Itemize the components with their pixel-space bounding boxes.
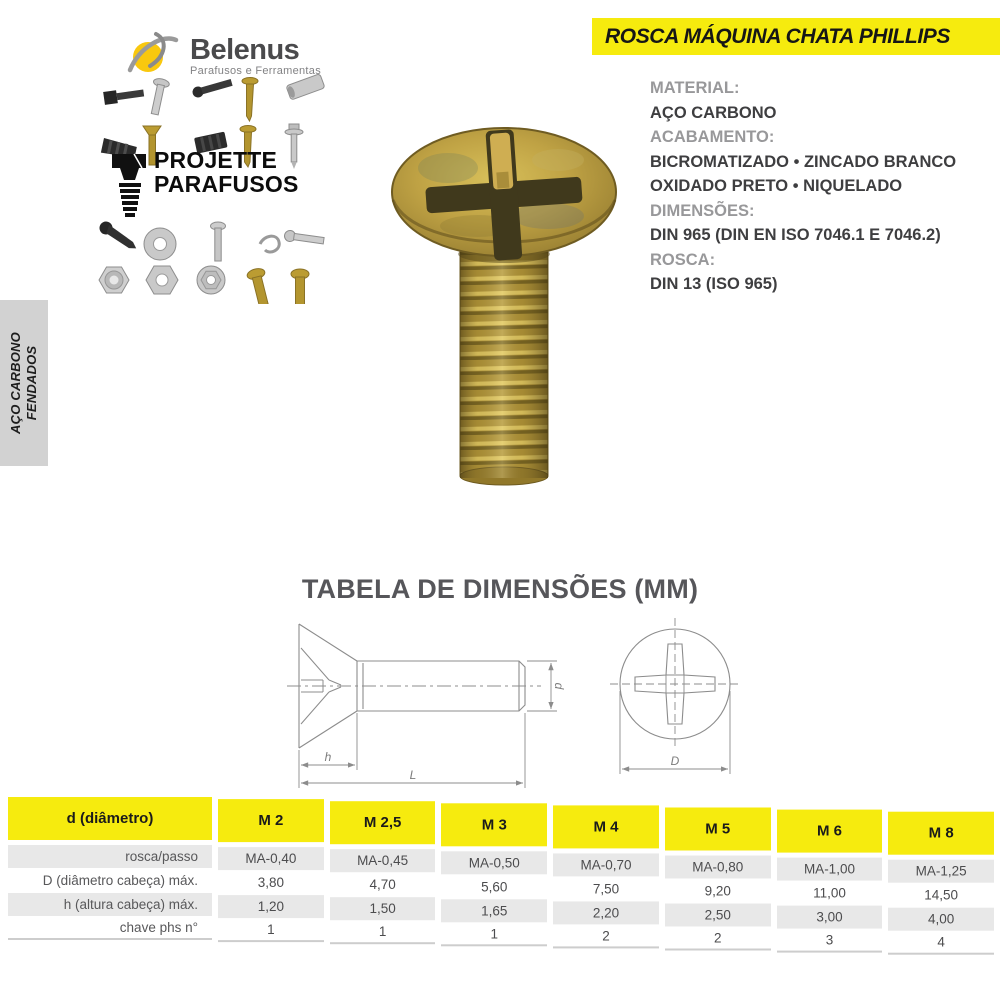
table-header-cell: M 2,5 [330,801,436,844]
category-side-tab [0,300,48,466]
table-cell: 2 [553,925,659,948]
table-cell: MA-0,45 [330,849,436,872]
spec-finish-label: ACABAMENTO: [650,128,775,146]
table-cell: 4,70 [369,877,396,893]
table-cell: 1 [441,923,547,946]
spec-list [650,76,995,297]
spec-thread-label: ROSCA: [650,250,716,269]
table-row-label: chave phs n° [8,917,212,940]
table-cell: 3,80 [257,875,284,891]
dimensions-table [8,797,994,950]
table-cell: 1,50 [330,897,436,920]
table-cell: 11,00 [813,885,846,901]
spec-material-value: AÇO CARBONO [650,103,777,122]
spec-dimensions-value: DIN 965 (DIN EN ISO 7046.1 E 7046.2) [650,226,941,244]
table-row-label: rosca/passo [8,845,212,868]
side-tab-line2: FENDADOS [24,345,39,421]
table-cell: MA-0,80 [665,856,771,879]
table-cell: 14,50 [924,887,959,903]
table-cell: MA-1,25 [888,860,994,883]
watermark-line1: PROJETTE [154,147,278,173]
table-cell: 3,00 [777,906,883,929]
table-column-m4 [553,805,659,948]
side-tab-line1: AÇO CARBONO [8,332,23,434]
table-cell: 5,60 [481,879,508,895]
table-header-cell: M 2 [218,799,324,842]
table-column-labels [8,797,212,940]
table-cell: 9,20 [704,883,731,899]
spec-finish-value-1: BICROMATIZADO • ZINCADO BRANCO [650,152,957,171]
table-cell: 2,50 [665,904,771,927]
product-title: ROSCA MÁQUINA CHATA PHILLIPS [605,24,951,48]
table-cell: MA-0,50 [441,851,547,874]
table-cell: 3 [777,930,883,953]
watermark-logo [112,146,299,225]
table-column-m2-5 [330,801,436,944]
table-cell: 2,20 [553,901,659,924]
table-cell: 1 [330,921,436,944]
table-row-label: h (altura cabeça) máx. [8,893,212,916]
brand-tagline: Parafusos e Ferramentas [190,64,322,77]
table-column-m8 [888,812,994,955]
spec-thread-value: DIN 13 (ISO 965) [650,275,778,293]
table-cell: 4,00 [888,908,994,931]
table-header-cell: M 4 [553,805,659,848]
table-column-m3 [441,803,547,946]
table-cell: 2 [665,928,771,951]
brand-name: Belenus [190,33,300,66]
table-header-cell: d (diâmetro) [8,797,212,840]
table-column-m2 [218,799,324,942]
table-cell: MA-0,40 [218,847,324,870]
table-column-m5 [665,808,771,951]
table-header-cell: M 6 [777,810,883,853]
table-cell: 7,50 [592,881,620,897]
table-section-title: TABELA DE DIMENSÕES (MM) [301,574,699,604]
table-header-cell: M 3 [441,803,547,846]
table-header-cell: M 5 [665,808,771,851]
table-cell: MA-1,00 [777,858,883,881]
watermark-line2: PARAFUSOS [154,171,299,197]
spec-finish-value-2: OXIDADO PRETO • NIQUELADO [650,177,903,195]
table-cell: 4 [888,932,994,955]
technical-drawing [283,616,761,801]
table-column-m6 [777,810,883,953]
spec-dimensions-label: DIMENSÕES: [650,201,755,220]
product-photo-screw [386,120,622,503]
screw-logo-icon [112,146,150,225]
table-cell: MA-0,70 [553,853,659,876]
product-title-banner [592,18,1000,55]
table-row-label: D (diâmetro cabeça) máx. [42,873,198,888]
table-cell: 1,20 [218,895,324,918]
dim-label-d: d [552,682,566,690]
spec-material-label: MATERIAL: [650,79,740,97]
table-cell: 1 [218,919,324,942]
table-cell: 1,65 [441,899,547,922]
dim-label-D: D [670,754,680,768]
dim-label-h: h [324,750,332,764]
table-header-cell: M 8 [888,812,994,855]
dim-label-L: L [409,768,417,782]
